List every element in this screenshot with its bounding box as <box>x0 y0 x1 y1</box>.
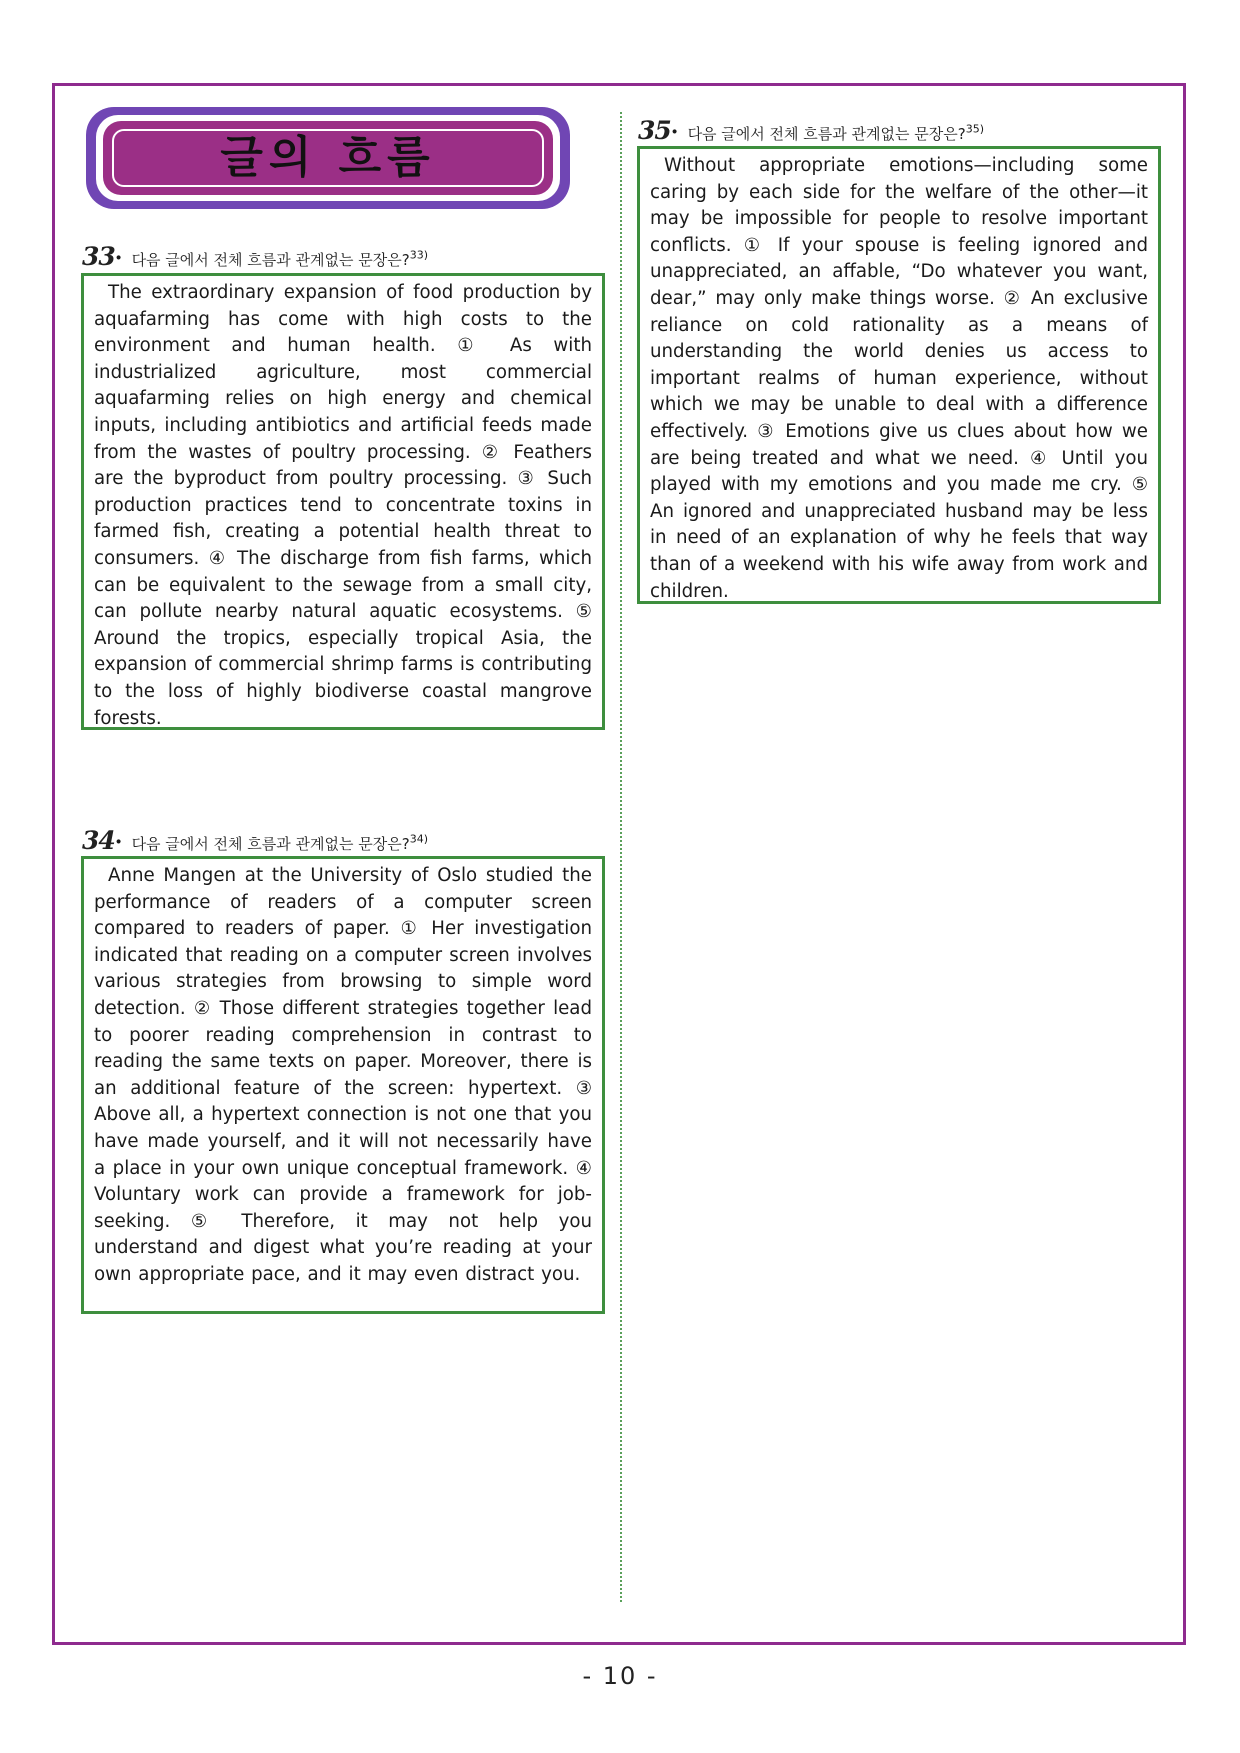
column-divider <box>620 112 622 1602</box>
question-33-passage <box>81 273 605 730</box>
question-number: 34 <box>82 826 115 855</box>
question-prompt: 다음 글에서 전체 흐름과 관계없는 문장은? <box>131 835 410 853</box>
section-title-banner <box>86 107 570 209</box>
passage-text: Anne Mangen at the University of Oslo studied the performance of readers of a computer screen compared to readers of paper. ① Her investigation indicated that reading on a computer screen involves various strategies from browsing to simple word detection. ② Those different strategies together lead to poorer reading comprehension in contrast to reading the same texts on paper. Moreover, there is an additional feature of the screen: hypertext. ③ Above all, a hypertext connection is not one that you have made yourself, and it will not necessarily have a place in your own unique conceptual framework. ④ Voluntary work can provide a framework for job-seeking. ⑤ Therefore, it may not help you understand and digest what you’re reading at your own appropriate pace, and it may even distract you. <box>94 865 592 1285</box>
footnote-ref: 33) <box>409 248 428 262</box>
question-prompt: 다음 글에서 전체 흐름과 관계없는 문장은? <box>131 251 410 269</box>
question-33-header: 33· 다음 글에서 전체 흐름과 관계없는 문장은?$^{33)}$ <box>82 242 428 271</box>
question-35-passage <box>637 146 1161 604</box>
question-prompt: 다음 글에서 전체 흐름과 관계없는 문장은? <box>687 125 966 143</box>
question-35-header: 35· 다음 글에서 전체 흐름과 관계없는 문장은?$^{35)}$ <box>638 116 984 145</box>
question-number: 33 <box>82 242 115 271</box>
question-34-passage <box>81 856 605 1314</box>
question-34-header: 34· 다음 글에서 전체 흐름과 관계없는 문장은?$^{34)}$ <box>82 826 428 855</box>
section-title: 글의 흐름 <box>220 132 436 183</box>
passage-text: Without appropriate emotions—including some caring by each side for the welfare of the other—it may be impossible for people to resolve important conflicts. ① If your spouse is feeling ignored and unappreciated, an affable, “Do whatever you want, dear,” may only make things worse. ② An exclusive reliance on cold rationality as a means of understanding the world denies us access to important realms of human experience, without which we may be unable to deal with a difference effectively. ③ Emotions give us clues about how we are being treated and what we need. ④ Until you played with my emotions and you made me cry. ⑤ An ignored and unappreciated husband may be less in need of an explanation of why he feels that way than of a weekend with his wife away from work and children. <box>650 155 1148 602</box>
page-number: - 10 - <box>582 1662 658 1690</box>
passage-text: The extraordinary expansion of food production by aquafarming has come with high costs to the environment and human health. ① As with industrialized agriculture, most commercial aquafarming relies on high energy and chemical inputs, including antibiotics and artificial feeds made from the wastes of poultry processing. ② Feathers are the byproduct from poultry processing. ③ Such production practices tend to concentrate toxins in farmed fish, creating a potential health threat to consumers. ④ The discharge from fish farms, which can be equivalent to the sewage from a small city, can pollute nearby natural aquatic ecosystems. ⑤ Around the tropics, especially tropical Asia, the expansion of commercial shrimp farms is contributing to the loss of highly biodiverse coastal mangrove forests. <box>94 282 592 729</box>
question-number: 35 <box>638 116 671 145</box>
footnote-ref: 35) <box>965 122 984 136</box>
footnote-ref: 34) <box>409 832 428 846</box>
